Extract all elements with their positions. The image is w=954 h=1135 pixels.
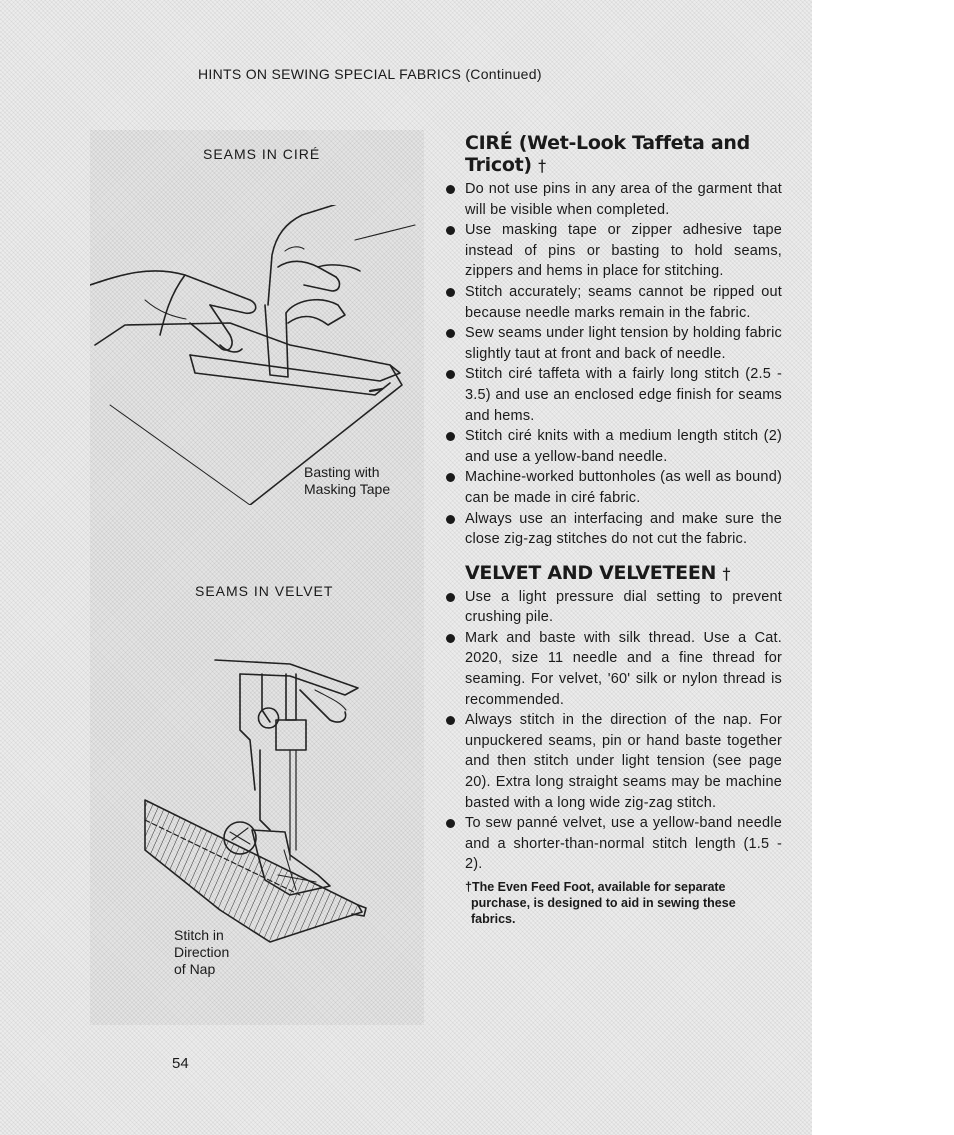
list-item [442, 813, 782, 875]
bullet-icon [446, 716, 455, 725]
figure-caption-velvet [174, 927, 229, 978]
list-item-text: Stitch ciré taffeta with a fairly long stitch (2.5 - 3.5) and use an enclosed edge finish for seams and hems. [465, 366, 782, 424]
running-header: HINTS ON SEWING SPECIAL FABRICS (Continued) [198, 66, 542, 82]
list-item-text: Stitch ciré knits with a medium length stitch (2) and use a yellow-band needle. [465, 428, 782, 465]
list-item-text: Always use an interfacing and make sure the close zig-zag stitches do not cut the fabric. [465, 510, 782, 548]
list-item-text: Machine-worked buttonholes (as well as bound) can be made in ciré fabric. [465, 469, 782, 506]
section-heading-cire [465, 132, 782, 177]
figure-caption-cire [304, 464, 390, 498]
figure-title-cire: SEAMS IN CIRÉ [203, 146, 321, 162]
dagger-mark: † [538, 156, 546, 175]
bullet-icon [446, 370, 455, 379]
section-heading-velvet [465, 562, 782, 585]
heading-text: VELVET AND VELVETEEN [465, 561, 717, 584]
cire-masking-tape-illustration [90, 205, 424, 505]
list-item-text: Always stitch in the direction of the nap. For unpuckered seams, pin or hand baste together and then stitch under light tension (see page 20). Extra long straight seams may be machine basted with a long wide zig-zag stitch. [465, 712, 782, 811]
list-item [442, 323, 782, 364]
caption-line: of Nap [174, 961, 216, 977]
list-item [442, 364, 782, 426]
heading-line: CIRÉ (Wet-Look Taffeta and [465, 132, 750, 154]
velvet-presser-foot-illustration [90, 650, 424, 950]
bullet-icon [446, 432, 455, 441]
list-item-text: Use a light pressure dial setting to prevent crushing pile. [465, 588, 782, 626]
bullet-icon [446, 515, 455, 524]
bullet-icon [446, 593, 455, 602]
caption-line: Direction [174, 944, 230, 960]
list-item [442, 509, 782, 550]
page-number: 54 [172, 1055, 189, 1072]
list-item [442, 179, 782, 220]
list-item-text: Stitch accurately; seams cannot be ripped out because needle marks remain in the fabric. [465, 283, 782, 321]
bullet-icon [446, 329, 455, 338]
list-item-text: Do not use pins in any area of the garment that will be visible when completed. [465, 181, 782, 218]
bullet-icon [446, 473, 455, 482]
caption-line: Masking Tape [304, 481, 391, 497]
bullet-icon [446, 185, 455, 194]
list-item [442, 587, 782, 628]
cire-bullet-list [442, 179, 782, 550]
list-item [442, 220, 782, 282]
heading-line: Tricot) [465, 154, 532, 176]
caption-line: Stitch in [174, 927, 224, 943]
footnote: †The Even Feed Foot, available for separate purchase, is designed to aid in sewing these fabrics. [465, 880, 736, 926]
bullet-icon [446, 634, 455, 643]
list-item [442, 282, 782, 323]
list-item [442, 628, 782, 710]
text-column [442, 132, 782, 927]
list-item-text: Mark and baste with silk thread. Use a Cat. 2020, size 11 needle and a fine thread for seaming. For velvet, '60' silk or nylon thread is recommended. [465, 629, 782, 708]
figure-panel [90, 130, 424, 1025]
figure-title-velvet: SEAMS IN VELVET [195, 583, 334, 599]
list-item [442, 467, 782, 508]
list-item-text: To sew panné velvet, use a yellow-band needle and a shorter-than-normal stitch length (1.5 - 2). [465, 815, 782, 873]
dagger-mark: † [722, 563, 731, 583]
caption-line: Basting with [304, 464, 380, 480]
list-item [442, 426, 782, 467]
velvet-bullet-list [442, 587, 782, 875]
bullet-icon [446, 288, 455, 297]
list-item [442, 710, 782, 813]
list-item-text: Sew seams under light tension by holding fabric slightly taut at front and back of needle. [465, 325, 782, 362]
list-item-text: Use masking tape or zipper adhesive tape instead of pins or basting to hold seams, zippers and hems in place for stitching. [465, 222, 782, 280]
bullet-icon [446, 226, 455, 235]
bullet-icon [446, 819, 455, 828]
